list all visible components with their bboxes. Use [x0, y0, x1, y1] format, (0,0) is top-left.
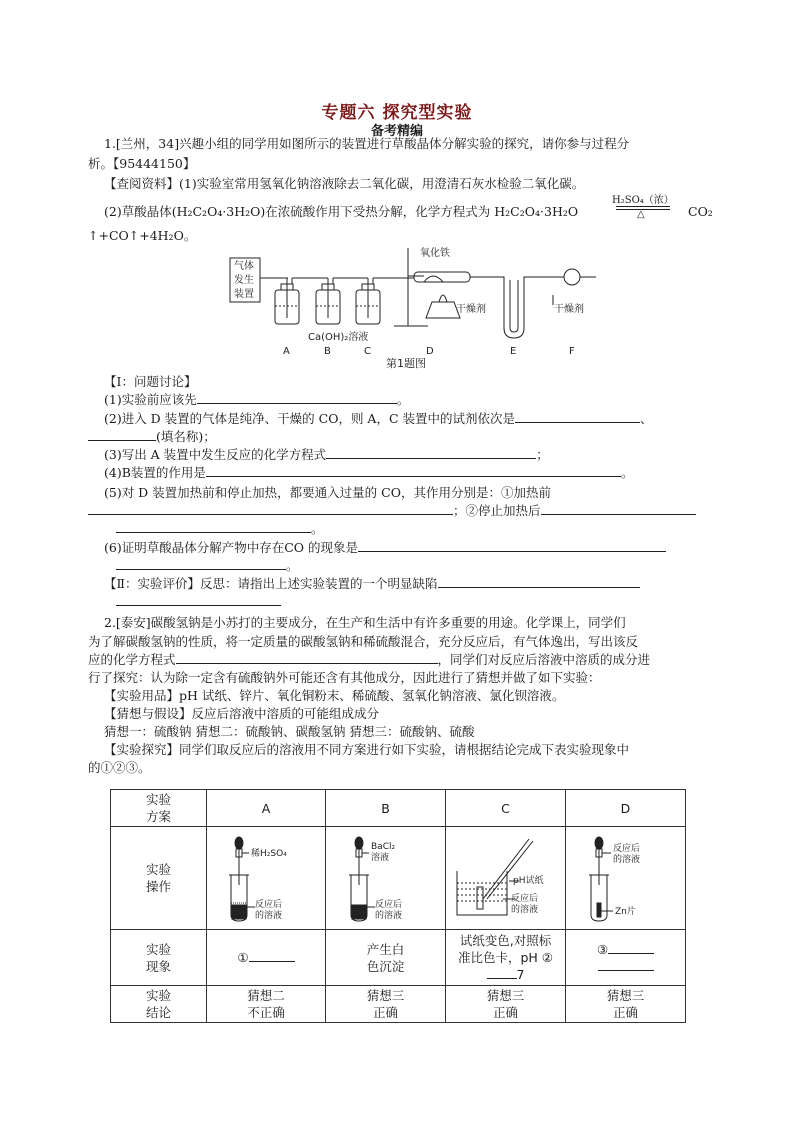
- phenomenon-c-line1: 试纸变色,对照标: [459, 933, 552, 948]
- c-paper-label: pH试纸: [512, 876, 543, 886]
- q1-item4-end: 。: [620, 465, 634, 480]
- q2-materials: 【实验用品】pH 试纸、锌片、氧化铜粉末、稀硫酸、氢氧化钠溶液、氯化钡溶液。: [104, 688, 565, 703]
- phenomenon-d: [566, 930, 686, 986]
- q2-hypotheses: 猜想一：硫酸钠 猜想二：硫酸钠、碳酸氢钠 猜想三：硫酸钠、硫酸: [104, 724, 475, 739]
- row-head-conclusion: 实验 结论: [111, 986, 207, 1023]
- answer-blank-phen-1[interactable]: [249, 949, 295, 962]
- col-head-d: D: [566, 790, 686, 827]
- answer-blank-5b[interactable]: [541, 502, 696, 515]
- q1-item2-note: (填名称)；: [156, 429, 216, 444]
- answer-blank-2a[interactable]: [515, 410, 640, 423]
- d-zinc-label: Zn片: [614, 907, 636, 917]
- figure-caption: 第1题图: [386, 357, 426, 370]
- phenomenon-c-line3: [446, 966, 565, 983]
- phenomenon-b: 产生白 色沉淀: [326, 930, 446, 986]
- row-head-plan: 实验 方案: [111, 790, 207, 827]
- section2-line: [104, 575, 640, 593]
- q1-item2-text: (2)进入 D 装置的气体是纯净、干燥的 CO，则 A，C 装置中的试剂依次是: [104, 411, 515, 426]
- dropper-test-tube-b: [327, 827, 445, 925]
- answer-blank-phen-2[interactable]: [487, 966, 517, 979]
- q2-line3-rest: ，同学们对反应后溶液中溶质的成分进: [437, 652, 651, 667]
- answer-blank-2b[interactable]: [88, 428, 156, 441]
- answer-blank-5a[interactable]: [88, 502, 453, 515]
- letter-f: F: [569, 346, 575, 357]
- b-reagent-label-2: 溶液: [370, 853, 389, 863]
- q2-hypothesis-head: 【猜想与假设】反应后溶液中溶质的可能组成成分: [104, 706, 380, 721]
- page-title: 专题六 探究型实验: [321, 103, 473, 123]
- reaction-condition-top: H₂SO₄（浓）: [612, 195, 674, 206]
- drying-agent-label-2: 干燥剂: [554, 304, 584, 315]
- d-reagent-label-1: 反应后: [612, 844, 640, 854]
- q1-reference-2: (2)草酸晶体(H₂C₂O₄·3H₂O)在浓硫酸作用下受热分解，化学方程式为 H₂C₂O₄·3H₂O: [104, 204, 579, 219]
- conclusion-b: 猜想三 正确: [326, 986, 446, 1023]
- answer-blank-1[interactable]: [197, 391, 397, 404]
- operation-a: [207, 827, 326, 930]
- row-head-phenomenon: 实验 现象: [111, 930, 207, 986]
- q1-reference-1: 【查阅资料】(1)实验室常用氢氧化钠溶液除去二氧化碳，用澄清石灰水检验二氧化碳。: [104, 176, 585, 191]
- c-solution-label-2: 的溶液: [510, 905, 538, 915]
- drying-tube-f: [564, 269, 580, 285]
- iron-oxide-label: 氧化铁: [420, 248, 450, 259]
- operation-b: [326, 827, 446, 930]
- letter-e: E: [510, 346, 517, 357]
- section2-cont: [116, 593, 281, 611]
- answer-blank-7a[interactable]: [438, 575, 640, 588]
- beaker-ph-paper-c: [447, 827, 565, 925]
- phenomenon-c-seven: 7: [516, 967, 525, 982]
- phenomenon-c: [446, 930, 566, 986]
- reaction-condition-bottom: △: [637, 209, 645, 220]
- phenomenon-a: [207, 930, 326, 986]
- answer-blank-5c[interactable]: [116, 520, 311, 533]
- q1-item5-cont: [88, 502, 696, 520]
- q1-item1: [104, 391, 409, 409]
- page-subtitle: 备考精编: [370, 124, 423, 139]
- conclusion-a: 猜想二 不正确: [207, 986, 326, 1023]
- q2-line1: 2.[泰安]碳酸氢钠是小苏打的主要成分，在生产和生活中有许多重要的用途。化学课上，同学们: [104, 615, 626, 630]
- q1-item5-mid: ；②停止加热后: [453, 503, 541, 518]
- q1-item6-end: 。: [286, 558, 299, 573]
- q1-item4-text: (4)B装置的作用是: [104, 465, 206, 480]
- q2-line3-text: 应的化学方程式: [88, 652, 176, 667]
- drying-agent-label-1: 干燥剂: [456, 304, 486, 315]
- q1-item1-end: 。: [396, 392, 410, 407]
- conclusion-d: 猜想三 正确: [566, 986, 686, 1023]
- answer-blank-7b[interactable]: [116, 593, 281, 606]
- q1-item3: [104, 446, 549, 464]
- gas-gen-label-2: 发生: [234, 275, 254, 286]
- section1-heading: 【Ⅰ：问题讨论】: [104, 374, 197, 389]
- q2-line4: 行了探究：认为除一定含有硫酸钠外可能还含有其他成分，因此进行了猜想并做了如下实验：: [88, 670, 601, 685]
- answer-blank-3[interactable]: [326, 446, 536, 459]
- col-head-a: A: [207, 790, 326, 827]
- u-tube-e: [498, 277, 554, 338]
- row-head-operation: 实验 操作: [111, 827, 207, 930]
- phenomenon-d-marker: ③: [596, 941, 609, 957]
- q1-item5-cont2: [116, 520, 324, 538]
- experiment-table: [110, 789, 686, 1023]
- q1-item6-cont: [116, 557, 299, 575]
- conclusion-c: 猜想三 正确: [446, 986, 566, 1023]
- answer-blank-6a[interactable]: [358, 539, 666, 552]
- c-solution-label-1: 反应后: [510, 894, 538, 904]
- gas-gen-label-1: 气体: [234, 261, 254, 272]
- phenomenon-a-marker: ①: [237, 950, 249, 965]
- answer-blank-6b[interactable]: [116, 557, 286, 570]
- answer-blank-phen-3b[interactable]: [598, 958, 654, 971]
- letter-c: C: [364, 346, 371, 357]
- q1-item4: [104, 464, 633, 482]
- operation-c: [446, 827, 566, 930]
- b-solution-label-1: 反应后: [374, 900, 402, 910]
- a-solution-label-2: 的溶液: [255, 911, 283, 921]
- section2-text: 【Ⅱ：实验评价】反思：请指出上述实验装置的一个明显缺陷: [104, 576, 438, 591]
- letter-d: D: [426, 346, 434, 357]
- q1-item6: [104, 539, 666, 557]
- q1-item3-text: (3)写出 A 装置中发生反应的化学方程式: [104, 447, 327, 462]
- q1-item2-cont: [88, 428, 216, 446]
- reaction-product-co2: CO₂: [688, 204, 713, 219]
- b-reagent-label-1: BaCl₂: [370, 842, 395, 852]
- q1-item5: (5)对 D 装置加热前和停止加热，都要通入过量的 CO，其作用分别是：①加热前: [104, 485, 551, 500]
- col-head-c: C: [446, 790, 566, 827]
- q1-item6-text: (6)证明草酸晶体分解产物中存在CO 的现象是: [104, 540, 358, 555]
- apparatus-figure: [228, 240, 608, 370]
- q1-item5-end: 。: [311, 521, 324, 536]
- q2-line2: 为了解碳酸氢钠的性质，将一定质量的碳酸氢钠和稀硫酸混合，充分反应后，有气体逸出，写出该反: [88, 634, 639, 649]
- dropper-test-tube-d: [567, 827, 685, 925]
- answer-blank-8[interactable]: [176, 651, 438, 664]
- gas-gen-label-3: 装置: [234, 289, 254, 300]
- letter-a: A: [283, 346, 290, 357]
- q1-line2: 析。【95444150】: [88, 156, 196, 171]
- q1-item1-text: (1)实验前应该先: [104, 392, 197, 407]
- q1-item2: [104, 410, 653, 428]
- q1-line1: 1.[兰州，34]兴趣小组的同学用如图所示的装置进行草酸晶体分解实验的探究，请你参与过程分: [104, 136, 630, 151]
- dropper-test-tube-a: [207, 827, 325, 925]
- q2-explore-1: 【实验探究】同学们取反应后的溶液用不同方案进行如下实验，请根据结论完成下表实验现象中: [104, 742, 630, 757]
- q1-item3-end: ；: [536, 447, 549, 462]
- alcohol-lamp: [426, 302, 460, 318]
- answer-blank-phen-3a[interactable]: [608, 941, 654, 954]
- letter-b: B: [324, 346, 331, 357]
- q2-line3: [88, 651, 650, 669]
- q1-item2-sep: 、: [640, 411, 653, 426]
- col-head-b: B: [326, 790, 446, 827]
- answer-blank-4[interactable]: [206, 464, 621, 477]
- caoh-label: Ca(OH)₂溶液: [308, 332, 369, 343]
- q1-reference-3: ↑+CO↑+4H₂O。: [88, 228, 197, 243]
- a-solution-label-1: 反应后: [255, 900, 283, 910]
- phenomenon-c-line2: 准比色卡，pH ②: [457, 950, 553, 965]
- q2-explore-2: 的①②③。: [88, 760, 151, 775]
- operation-d: [566, 827, 686, 930]
- b-solution-label-2: 的溶液: [374, 911, 402, 921]
- a-reagent-label: 稀H₂SO₄: [251, 849, 287, 859]
- d-reagent-label-2: 的溶液: [612, 855, 640, 865]
